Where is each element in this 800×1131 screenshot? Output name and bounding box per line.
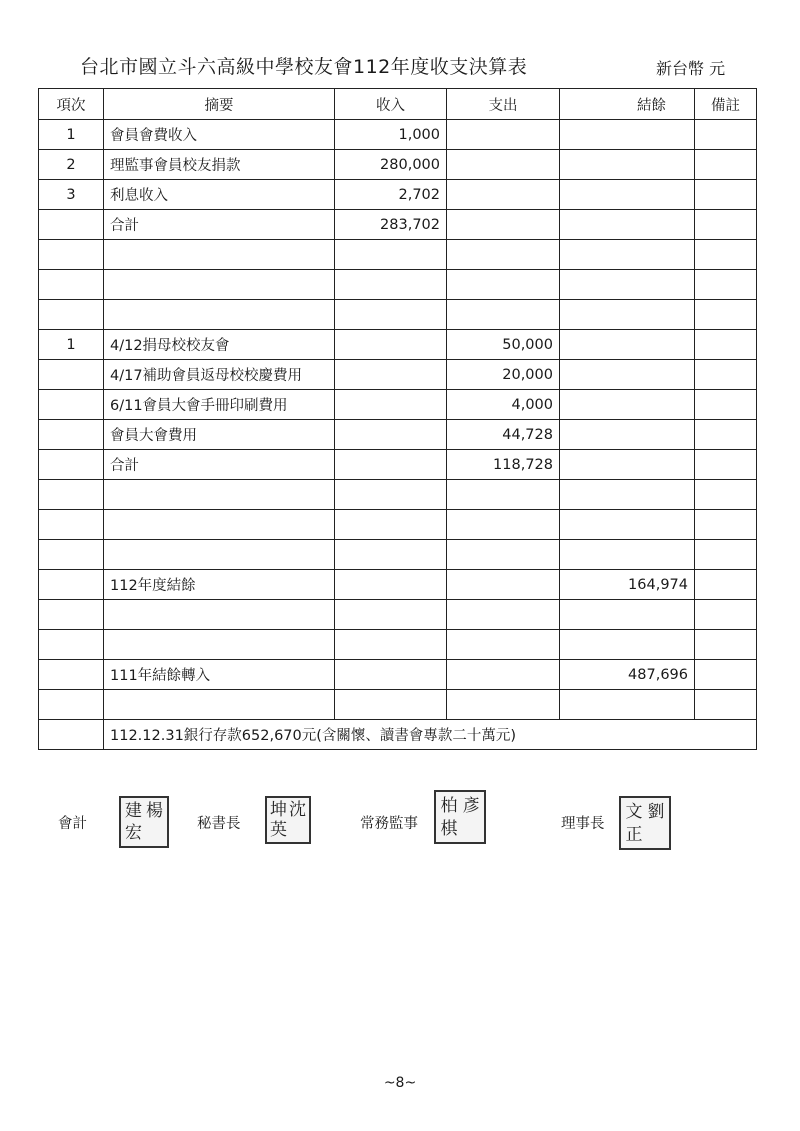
cell-desc — [104, 300, 335, 330]
cell-desc: 利息收入 — [104, 180, 335, 210]
cell-desc: 會員大會費用 — [104, 420, 335, 450]
page-title: 台北市國立斗六高級中學校友會112年度收支決算表 — [80, 56, 528, 78]
cell-balance — [560, 150, 695, 180]
budget-table — [38, 88, 757, 750]
cell-expense: 50,000 — [447, 330, 560, 360]
cell-note — [695, 630, 757, 660]
cell-desc — [104, 240, 335, 270]
cell-desc: 4/17補助會員返母校校慶費用 — [104, 360, 335, 390]
table-row — [39, 180, 757, 210]
cell-no — [39, 690, 104, 720]
cell-expense — [447, 270, 560, 300]
col-header-no: 項次 — [39, 89, 104, 120]
cell-desc: 4/12捐母校校友會 — [104, 330, 335, 360]
table-body — [39, 120, 757, 750]
cell-desc — [104, 480, 335, 510]
table-row — [39, 540, 757, 570]
col-header-income: 收入 — [335, 89, 447, 120]
cell-no — [39, 630, 104, 660]
cell-income — [335, 660, 447, 690]
cell-note — [695, 360, 757, 390]
cell-balance — [560, 510, 695, 540]
cell-no — [39, 270, 104, 300]
seal-char: 正 — [625, 824, 643, 845]
col-header-expense: 支出 — [447, 89, 560, 120]
cell-note — [695, 660, 757, 690]
cell-income — [335, 480, 447, 510]
signature-label-accountant: 會計 — [58, 816, 87, 832]
seal-char: 楊 — [146, 801, 163, 821]
cell-balance: 164,974 — [560, 570, 695, 600]
cell-income — [335, 300, 447, 330]
signature-label-supervisor: 常務監事 — [360, 816, 418, 832]
table-row — [39, 240, 757, 270]
bank-balance-note: 112.12.31銀行存款652,670元(含關懷、讀書會專款二十萬元) — [104, 720, 757, 750]
seal-char — [460, 817, 482, 840]
cell-income: 2,702 — [335, 180, 447, 210]
table-row — [39, 360, 757, 390]
seal-char: 棋 — [440, 818, 458, 839]
table-row — [39, 600, 757, 630]
cell-income — [335, 600, 447, 630]
cell-income: 280,000 — [335, 150, 447, 180]
cell-expense: 44,728 — [447, 420, 560, 450]
cell-balance — [560, 240, 695, 270]
cell-no — [39, 720, 104, 750]
cell-no — [39, 300, 104, 330]
cell-no — [39, 240, 104, 270]
cell-no: 2 — [39, 150, 104, 180]
cell-balance: 487,696 — [560, 660, 695, 690]
cell-note — [695, 330, 757, 360]
signature-block — [0, 796, 800, 856]
cell-desc: 合計 — [104, 210, 335, 240]
table-row — [39, 630, 757, 660]
table-row — [39, 300, 757, 330]
cell-expense — [447, 660, 560, 690]
cell-note — [695, 300, 757, 330]
seal-char: 坤 — [270, 800, 287, 820]
cell-no — [39, 210, 104, 240]
cell-balance — [560, 270, 695, 300]
cell-income — [335, 690, 447, 720]
cell-desc — [104, 600, 335, 630]
cell-balance — [560, 210, 695, 240]
cell-note — [695, 240, 757, 270]
cell-note — [695, 540, 757, 570]
table-row — [39, 150, 757, 180]
cell-no — [39, 660, 104, 690]
seal-char: 英 — [270, 820, 287, 840]
col-header-desc: 摘要 — [104, 89, 335, 120]
cell-income — [335, 330, 447, 360]
cell-no — [39, 450, 104, 480]
seal-char: 宏 — [125, 823, 142, 843]
cell-income — [335, 510, 447, 540]
cell-note — [695, 600, 757, 630]
cell-desc: 111年結餘轉入 — [104, 660, 335, 690]
cell-balance — [560, 690, 695, 720]
cell-note — [695, 150, 757, 180]
cell-no — [39, 420, 104, 450]
signature-label-chairman: 理事長 — [561, 816, 605, 832]
seal-supervisor — [434, 790, 486, 844]
seal-char: 彥 — [462, 795, 480, 816]
cell-balance — [560, 300, 695, 330]
cell-balance — [560, 600, 695, 630]
cell-balance — [560, 450, 695, 480]
cell-desc — [104, 630, 335, 660]
cell-income: 1,000 — [335, 120, 447, 150]
cell-desc — [104, 510, 335, 540]
table-row — [39, 660, 757, 690]
cell-desc — [104, 690, 335, 720]
table-row — [39, 330, 757, 360]
cell-no — [39, 390, 104, 420]
cell-desc: 理監事會員校友捐款 — [104, 150, 335, 180]
cell-note — [695, 480, 757, 510]
table-row — [39, 570, 757, 600]
cell-expense — [447, 240, 560, 270]
cell-expense — [447, 540, 560, 570]
cell-balance — [560, 330, 695, 360]
table-row — [39, 480, 757, 510]
cell-no: 1 — [39, 120, 104, 150]
cell-income — [335, 570, 447, 600]
table-header-row — [39, 89, 757, 120]
col-header-note: 備註 — [695, 89, 757, 120]
signature-label-secretary: 秘書長 — [197, 816, 241, 832]
seal-secretary — [265, 796, 311, 844]
cell-income — [335, 270, 447, 300]
cell-no — [39, 480, 104, 510]
cell-expense — [447, 690, 560, 720]
cell-balance — [560, 420, 695, 450]
cell-expense — [447, 600, 560, 630]
cell-income — [335, 420, 447, 450]
cell-income — [335, 630, 447, 660]
cell-desc: 6/11會員大會手冊印刷費用 — [104, 390, 335, 420]
cell-no — [39, 510, 104, 540]
cell-expense: 4,000 — [447, 390, 560, 420]
cell-expense — [447, 150, 560, 180]
col-header-balance: 結餘 — [560, 89, 695, 120]
cell-no: 3 — [39, 180, 104, 210]
table-row — [39, 390, 757, 420]
cell-income — [335, 390, 447, 420]
cell-expense — [447, 300, 560, 330]
table-row — [39, 510, 757, 540]
table-row — [39, 420, 757, 450]
seal-chairman — [619, 796, 671, 850]
cell-note — [695, 690, 757, 720]
cell-expense — [447, 510, 560, 540]
seal-char — [645, 823, 667, 846]
cell-balance — [560, 180, 695, 210]
table-row — [39, 120, 757, 150]
cell-note — [695, 180, 757, 210]
cell-expense — [447, 570, 560, 600]
cell-income — [335, 360, 447, 390]
cell-expense — [447, 480, 560, 510]
cell-note — [695, 420, 757, 450]
cell-expense — [447, 120, 560, 150]
cell-balance — [560, 390, 695, 420]
seal-char: 沈 — [289, 800, 306, 820]
cell-income — [335, 240, 447, 270]
cell-balance — [560, 360, 695, 390]
cell-desc: 會員會費收入 — [104, 120, 335, 150]
cell-income: 283,702 — [335, 210, 447, 240]
cell-expense — [447, 210, 560, 240]
cell-no — [39, 600, 104, 630]
cell-note — [695, 210, 757, 240]
table-row — [39, 690, 757, 720]
seal-char — [288, 820, 307, 840]
table-row — [39, 210, 757, 240]
cell-desc: 合計 — [104, 450, 335, 480]
seal-char — [144, 822, 165, 844]
cell-income — [335, 540, 447, 570]
bank-note-row — [39, 720, 757, 750]
seal-char: 柏 — [440, 795, 458, 816]
cell-note — [695, 390, 757, 420]
cell-expense: 20,000 — [447, 360, 560, 390]
cell-balance — [560, 120, 695, 150]
cell-no: 1 — [39, 330, 104, 360]
cell-note — [695, 120, 757, 150]
cell-no — [39, 540, 104, 570]
cell-note — [695, 570, 757, 600]
table-row — [39, 450, 757, 480]
page-number: ~8~ — [383, 1075, 417, 1091]
cell-no — [39, 360, 104, 390]
cell-note — [695, 510, 757, 540]
cell-expense: 118,728 — [447, 450, 560, 480]
cell-desc — [104, 540, 335, 570]
seal-char: 劉 — [647, 801, 665, 822]
cell-income — [335, 450, 447, 480]
cell-note — [695, 450, 757, 480]
seal-accountant — [119, 796, 169, 848]
cell-desc — [104, 270, 335, 300]
cell-balance — [560, 480, 695, 510]
seal-char: 文 — [625, 801, 643, 822]
cell-balance — [560, 630, 695, 660]
table-row — [39, 270, 757, 300]
currency-unit: 新台幣 元 — [656, 59, 726, 78]
cell-expense — [447, 180, 560, 210]
cell-expense — [447, 630, 560, 660]
cell-balance — [560, 540, 695, 570]
seal-char: 建 — [125, 801, 142, 821]
cell-note — [695, 270, 757, 300]
cell-no — [39, 570, 104, 600]
cell-desc: 112年度結餘 — [104, 570, 335, 600]
